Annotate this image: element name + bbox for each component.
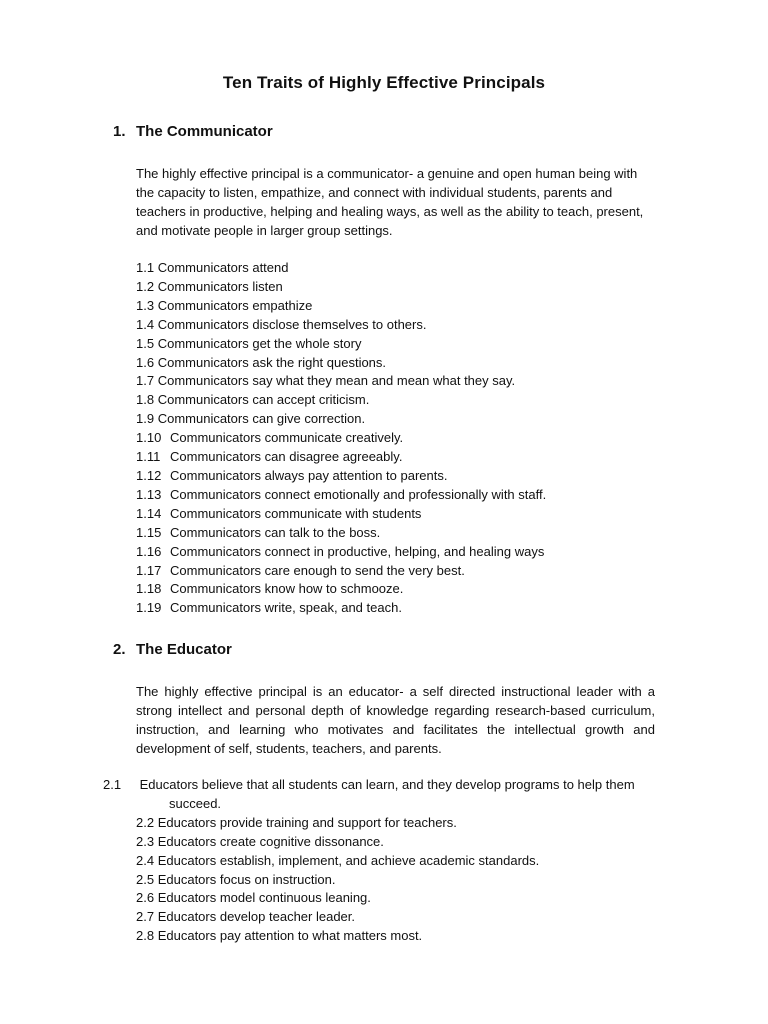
list-item-text: Communicators write, speak, and teach. (170, 600, 402, 616)
list-item-text: Communicators connect emotionally and professionally with staff. (170, 486, 547, 502)
list-item (136, 599, 666, 618)
list-item (136, 814, 666, 833)
list-item-number: 2.8 (136, 928, 155, 944)
list-item-text: Communicators can accept criticism. (157, 392, 370, 408)
list-item (136, 410, 666, 429)
list-item (136, 524, 666, 543)
list-item-text: Communicators communicate creatively. (170, 430, 404, 446)
list-item (136, 391, 666, 410)
list-item (136, 448, 666, 467)
trait-list-communicator (136, 259, 666, 618)
list-item-text: Communicators care enough to send the very best. (170, 562, 465, 578)
list-item-number: 1.13 (136, 486, 162, 502)
list-item-text: Communicators attend (157, 260, 289, 275)
list-item (136, 467, 666, 486)
section-heading-educator (113, 641, 232, 658)
list-item-number: 2.2 (136, 814, 155, 830)
list-item (136, 372, 666, 391)
list-item (136, 259, 666, 278)
list-item-number: 1.2 (136, 278, 155, 294)
list-item (136, 889, 666, 908)
list-item (136, 580, 666, 599)
list-item-number: 2.5 (136, 871, 155, 887)
list-item-text: Educators model continuous leaning. (157, 890, 371, 906)
list-item-number: 2.3 (136, 833, 155, 849)
list-item-text: Communicators say what they mean and mean what they say. (157, 373, 516, 389)
list-item (136, 852, 666, 871)
list-item-number: 1.6 (136, 354, 155, 370)
list-item (136, 927, 666, 946)
list-item-number: 1.5 (136, 335, 155, 351)
list-item-text: Communicators empathize (157, 297, 313, 313)
list-item (136, 335, 666, 354)
list-item-text: Communicators can give correction. (157, 411, 366, 427)
list-item-text: Communicators listen (157, 278, 283, 294)
list-item-number: 1.3 (136, 297, 155, 313)
page-title: Ten Traits of Highly Effective Principals (222, 73, 546, 92)
list-item-number: 1.19 (136, 600, 162, 616)
list-item-text: Communicators ask the right questions. (157, 354, 387, 370)
list-item (136, 278, 666, 297)
list-item (136, 429, 666, 448)
section-paragraph-educator: The highly effective principal is an educator- a self directed instructional leader with a strong intellect and personal depth of knowledge regarding research-based curriculum, instruction, and learning who motivates and facilitates the intellectual growth and development of self, students, teachers, and parents. (136, 684, 655, 756)
section-number: 2. (113, 641, 126, 658)
list-item-text: Communicators can disagree agreeably. (170, 449, 403, 465)
list-item (136, 297, 666, 316)
list-item (136, 562, 666, 581)
list-item (136, 908, 666, 927)
list-item-number: 1.11 (136, 449, 161, 465)
list-item-number: 1.15 (136, 524, 162, 540)
list-item-number: 1.1 (136, 260, 155, 275)
list-item-number: 1.17 (136, 562, 162, 578)
list-item-text: Educators focus on instruction. (157, 871, 336, 887)
list-item-number: 1.4 (136, 316, 155, 332)
section-title: The Communicator (136, 123, 273, 140)
section-heading-communicator (113, 123, 273, 140)
list-item-number: 1.10 (136, 430, 162, 446)
list-item-text: Communicators get the whole story (157, 335, 362, 351)
list-item (136, 833, 666, 852)
list-item-text: Educators develop teacher leader. (157, 909, 356, 925)
list-item-number: 2.4 (136, 852, 155, 868)
list-item-number: 2.6 (136, 890, 155, 906)
trait-list-educator (103, 776, 666, 946)
list-item-number: 1.12 (136, 467, 162, 483)
list-item (136, 486, 666, 505)
list-item-text: Educators establish, implement, and achieve academic standards. (157, 852, 540, 868)
list-item-text: Educators pay attention to what matters most. (157, 928, 423, 944)
list-item-number: 1.7 (136, 373, 155, 389)
list-item-text: Communicators connect in productive, helping, and healing ways (170, 543, 545, 559)
list-item-number: 1.9 (136, 411, 155, 427)
section-paragraph-communicator: The highly effective principal is a communicator- a genuine and open human being with the capacity to listen, empathize, and connect with individual students, parents and teachers in productive, helping and healing ways, as well as the ability to teach, present, and motivate people in larger group settings. (136, 166, 644, 238)
list-item (136, 543, 666, 562)
list-item-number: 1.8 (136, 392, 155, 408)
list-item (136, 354, 666, 373)
list-item-text: Communicators know how to schmooze. (170, 581, 404, 597)
list-item (136, 316, 666, 335)
list-item (136, 505, 666, 524)
list-item-number: 2.7 (136, 909, 155, 925)
list-item-text: Educators provide training and support for teachers. (157, 814, 457, 830)
list-item-text: Communicators disclose themselves to others. (157, 316, 427, 332)
list-item-number: 1.16 (136, 543, 162, 559)
list-item-text: Communicators always pay attention to parents. (170, 467, 448, 483)
section-number: 1. (113, 123, 126, 140)
list-item-text: Communicators can talk to the boss. (170, 524, 381, 540)
list-item (136, 871, 666, 890)
list-item-text: Educators believe that all students can learn, and they develop programs to help them succeed. (139, 777, 635, 811)
list-item-text: Educators create cognitive dissonance. (157, 833, 384, 849)
list-item-text: Communicators communicate with students (170, 505, 422, 521)
section-title: The Educator (136, 641, 232, 658)
list-item: 2.1 Educators believe that all students can learn, and they develop programs to help them succeed. (103, 777, 635, 811)
list-item-number: 1.18 (136, 581, 162, 597)
list-item-number: 1.14 (136, 505, 162, 521)
